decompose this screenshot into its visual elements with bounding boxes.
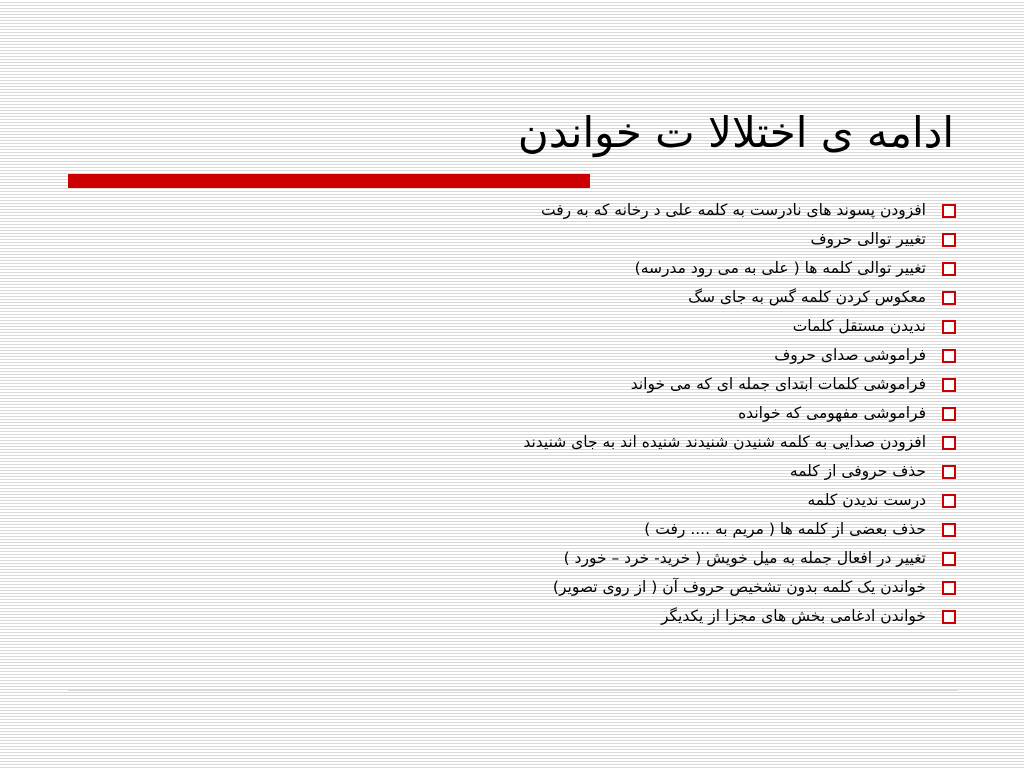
bullet-item [256, 428, 956, 457]
footer-divider-line [68, 690, 958, 691]
bullet-text: تغییر در افعال جمله به میل خویش ( خرید- خرد – خورد ) [563, 549, 926, 567]
bullet-text: فراموشی کلمات ابتدای جمله ای که می خواند [630, 375, 926, 393]
square-bullet-icon [942, 407, 956, 421]
bullet-item [256, 573, 956, 602]
bullet-item [256, 486, 956, 515]
square-bullet-icon [942, 349, 956, 363]
bullet-item [256, 283, 956, 312]
bullet-item [256, 457, 956, 486]
bullet-item [256, 370, 956, 399]
bullet-text: خواندن ادغامی بخش های مجزا از یکدیگر [660, 607, 926, 625]
bullet-text: خواندن یک کلمه بدون تشخیص حروف آن ( از روی تصویر) [552, 578, 926, 596]
square-bullet-icon [942, 204, 956, 218]
bullet-text: حذف حروفی از کلمه [789, 462, 926, 480]
title-divider-line [590, 176, 958, 177]
bullet-text: فراموشی صدای حروف [774, 346, 926, 364]
title-accent-bar [68, 174, 590, 188]
bullet-text: افزودن پسوند های نادرست به کلمه علی د رخانه که به رفت [541, 201, 926, 219]
square-bullet-icon [942, 523, 956, 537]
square-bullet-icon [942, 552, 956, 566]
bullet-list [256, 196, 956, 631]
bullet-item [256, 399, 956, 428]
bullet-text: افزودن صدایی به کلمه شنیدن شنیدند شنیده اند به جای شنیدند [523, 433, 926, 451]
square-bullet-icon [942, 233, 956, 247]
square-bullet-icon [942, 262, 956, 276]
square-bullet-icon [942, 494, 956, 508]
bullet-item [256, 196, 956, 225]
square-bullet-icon [942, 436, 956, 450]
square-bullet-icon [942, 465, 956, 479]
square-bullet-icon [942, 581, 956, 595]
bullet-item [256, 515, 956, 544]
bullet-item [256, 225, 956, 254]
bullet-text: ندیدن مستقل کلمات [792, 317, 926, 335]
bullet-text: تغییر توالی کلمه ها ( علی به می رود مدرسه) [634, 259, 926, 277]
slide-title: ادامه ی اختلالا ت خواندن [517, 108, 954, 157]
square-bullet-icon [942, 291, 956, 305]
square-bullet-icon [942, 320, 956, 334]
bullet-text: فراموشی مفهومی که خوانده [738, 404, 926, 422]
square-bullet-icon [942, 610, 956, 624]
bullet-item [256, 254, 956, 283]
square-bullet-icon [942, 378, 956, 392]
bullet-text: تغییر توالی حروف [810, 230, 926, 248]
bullet-item [256, 312, 956, 341]
bullet-text: معکوس کردن کلمه گس به جای سگ [688, 288, 926, 306]
bullet-text: درست ندیدن کلمه [807, 491, 926, 509]
bullet-item [256, 602, 956, 631]
bullet-item [256, 544, 956, 573]
bullet-text: حذف بعضی از کلمه ها ( مریم به .... رفت ) [644, 520, 926, 538]
bullet-item [256, 341, 956, 370]
